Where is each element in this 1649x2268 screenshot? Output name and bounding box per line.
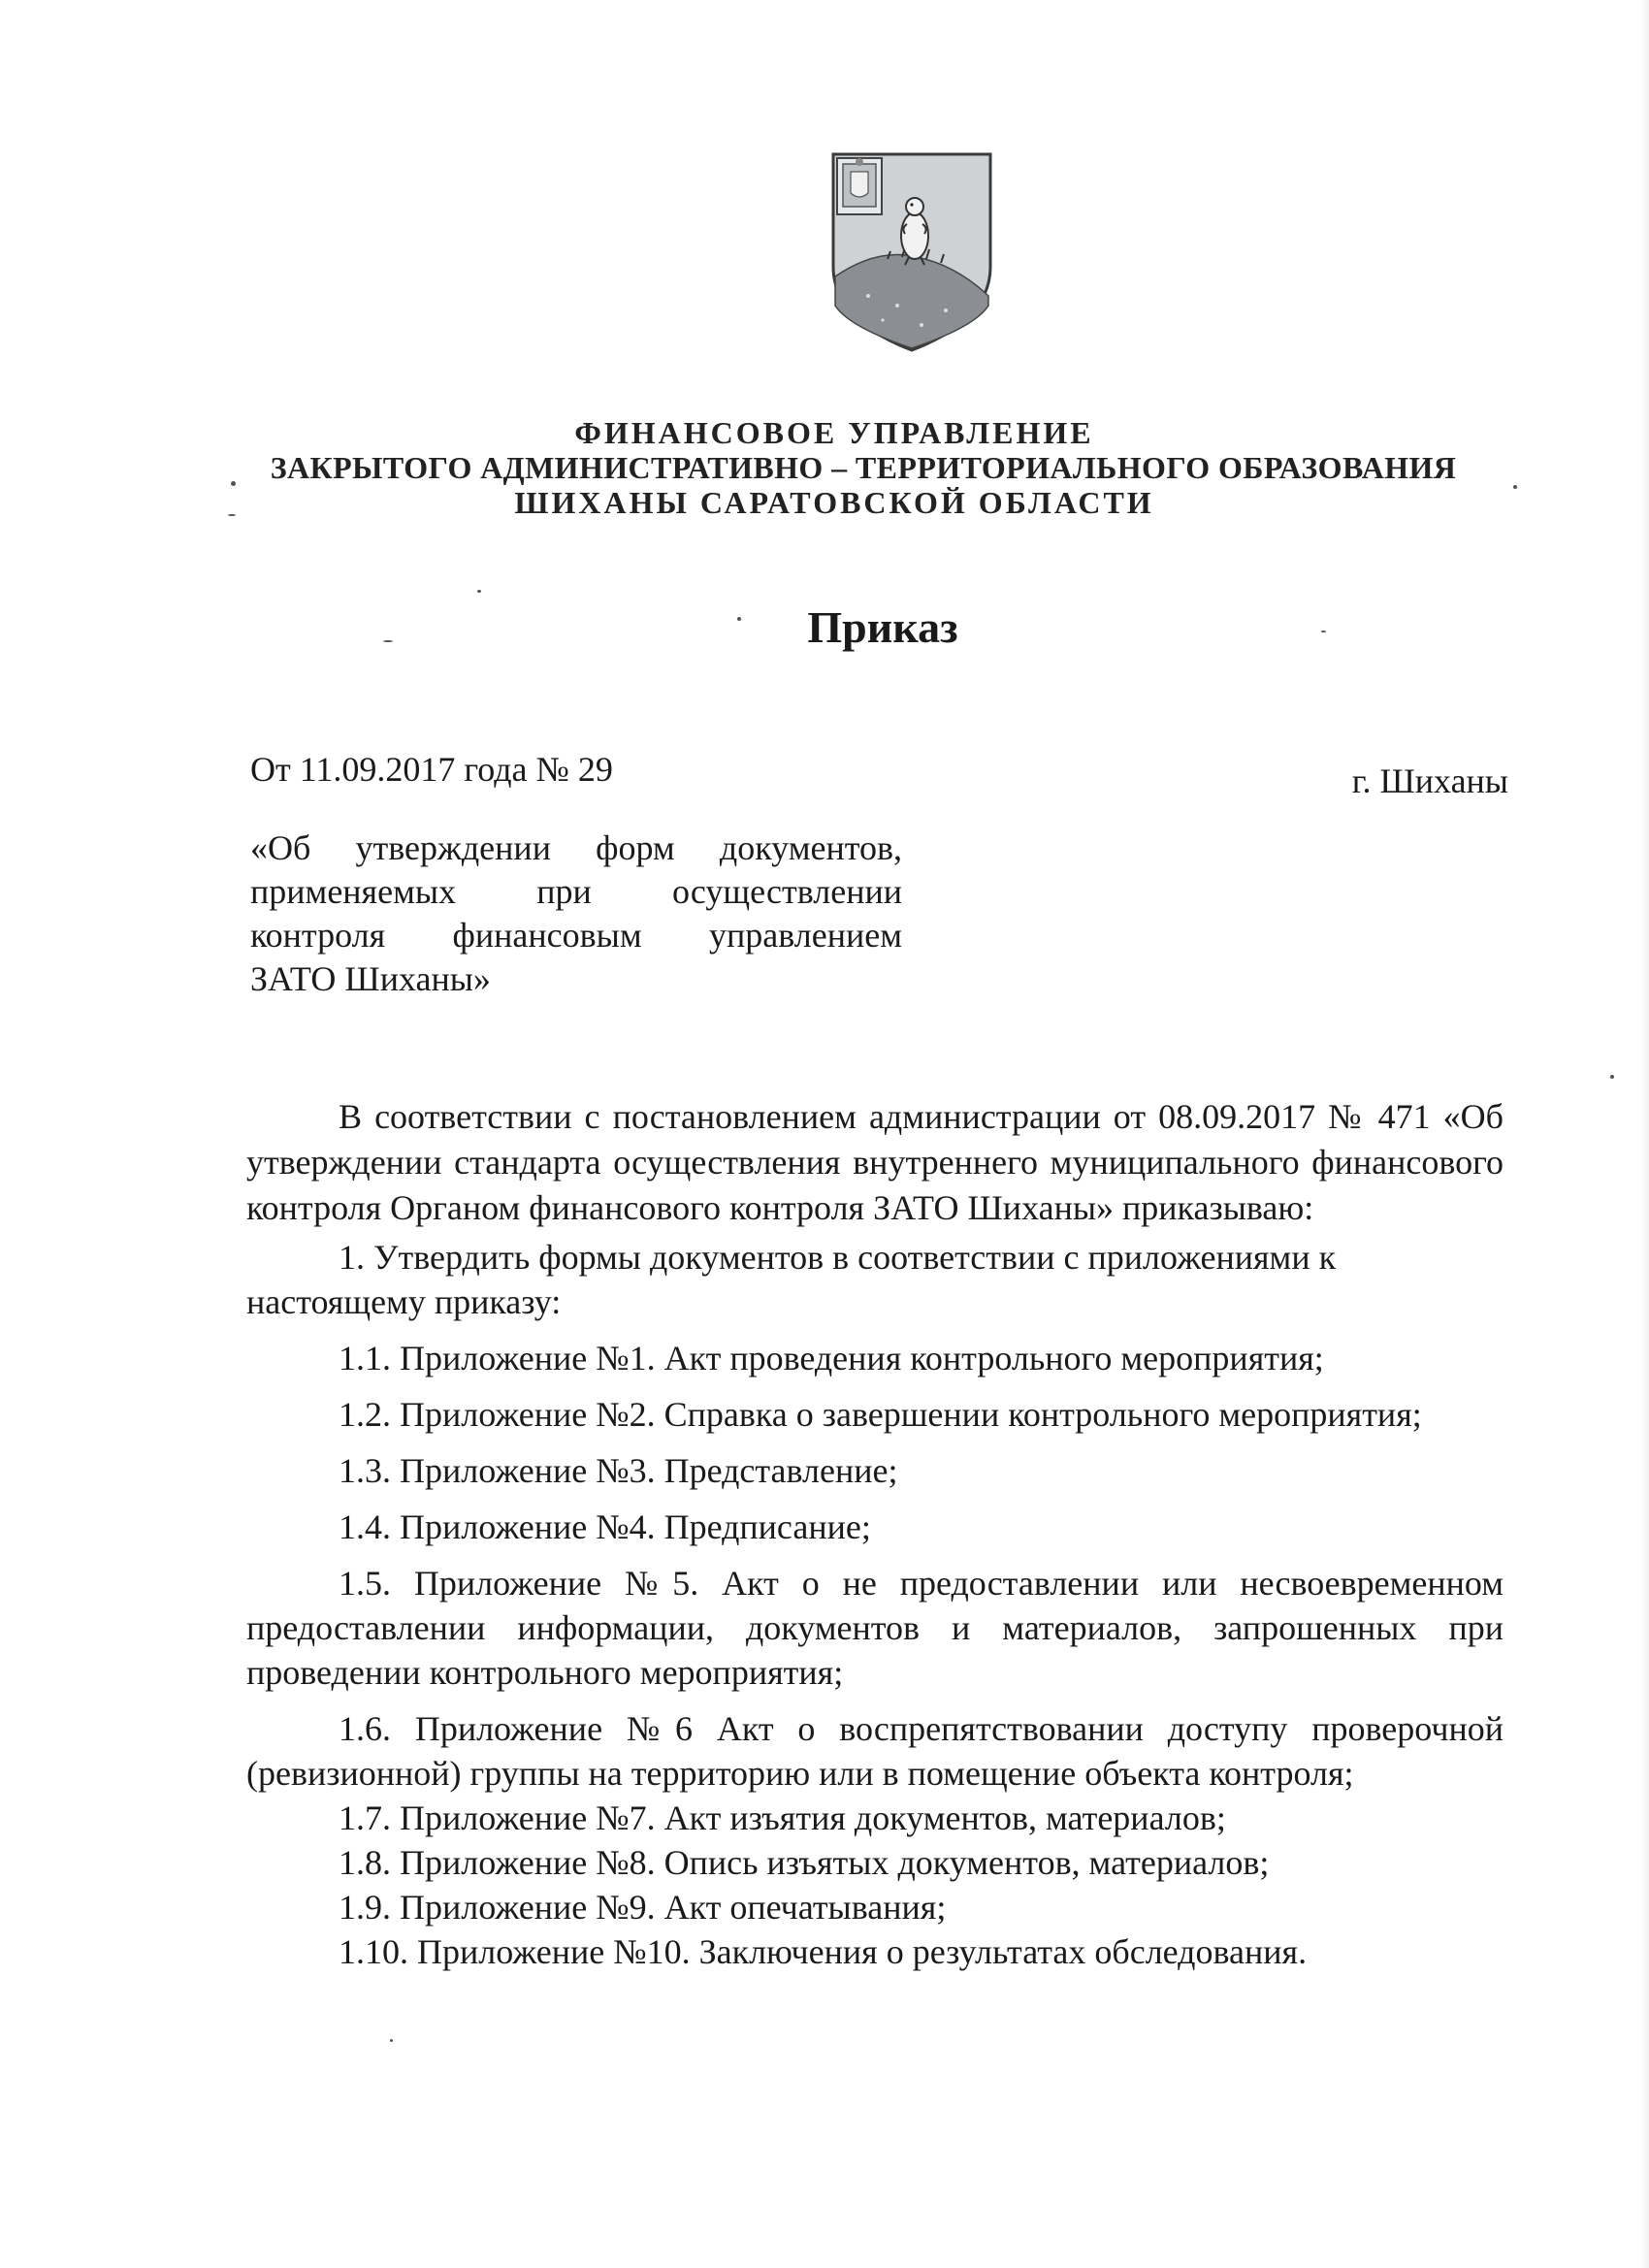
list-item: 1. Утвердить формы документов в соответствии с приложениями к настоящему приказу: — [246, 1238, 1337, 1321]
list-item: 1.3. Приложение №3. Представление; — [339, 1451, 898, 1490]
subject-line-3: контроля финансовым управлением — [250, 916, 902, 955]
scan-speck — [231, 481, 236, 486]
scan-speck — [737, 617, 741, 621]
list-item: 1.5. Приложение №5. Акт о не предоставлении или несвоевременном предоставлении информации, документов и материалов, запрошенных при проведении контрольного мероприятия; — [246, 1564, 1504, 1692]
order-body — [246, 1094, 1504, 1974]
list-item: 1.4. Приложение №4. Предписание; — [339, 1507, 871, 1546]
scan-speck — [1610, 1075, 1614, 1079]
list-item: 1.6. Приложение №6 Акт о воспрепятствовании доступу проверочной (ревизионной) группы на территорию или в помещение объекта контроля; — [246, 1709, 1504, 1793]
header-line-2: ЗАКРЫТОГО АДМИНИСТРАТИВНО – ТЕРРИТОРИАЛЬНОГО ОБРАЗОВАНИЯ — [270, 450, 1457, 485]
header-line-3: ШИХАНЫ САРАТОВСКОЙ ОБЛАСТИ — [514, 485, 1154, 520]
coat-of-arms-icon — [829, 150, 994, 354]
order-subject — [250, 826, 902, 1001]
scan-speck — [383, 640, 393, 642]
scan-speck — [1321, 631, 1326, 632]
scan-speck — [477, 590, 481, 593]
scan-edge-shadow — [1641, 0, 1649, 2268]
list-item: 1.8. Приложение №8. Опись изъятых документов, материалов; — [339, 1843, 1270, 1882]
document-title: Приказ — [807, 602, 958, 652]
subject-line-4: ЗАТО Шиханы» — [250, 959, 491, 998]
list-item: 1.9. Приложение №9. Акт опечатывания; — [339, 1888, 947, 1927]
scan-speck — [228, 514, 236, 516]
preamble-paragraph: В соответствии с постановлением администрации от 08.09.2017 № 471 «Об утверждении стандарта осуществления внутреннего муниципального финансового контроля Органом финансового контроля ЗАТО Шиханы» приказываю: — [246, 1097, 1504, 1227]
list-item: 1.7. Приложение №7. Акт изъятия документов, материалов; — [339, 1798, 1226, 1837]
organization-header — [194, 415, 1474, 520]
order-date-number: От 11.09.2017 года № 29 — [250, 750, 613, 789]
list-item: 1.2. Приложение №2. Справка о завершении контрольного мероприятия; — [339, 1395, 1422, 1434]
subject-line-1: «Об утверждении форм документов, — [250, 828, 902, 867]
list-item: 1.10. Приложение №10. Заключения о результатах обследования. — [339, 1932, 1308, 1971]
header-line-1: ФИНАНСОВОЕ УПРАВЛЕНИЕ — [574, 415, 1094, 450]
scan-speck — [390, 2039, 393, 2042]
subject-line-2: применяемых при осуществлении — [250, 872, 902, 911]
city-name: г. Шиханы — [1351, 761, 1508, 800]
list-item: 1.1. Приложение №1. Акт проведения контрольного мероприятия; — [339, 1339, 1324, 1377]
scan-speck — [1513, 485, 1517, 489]
